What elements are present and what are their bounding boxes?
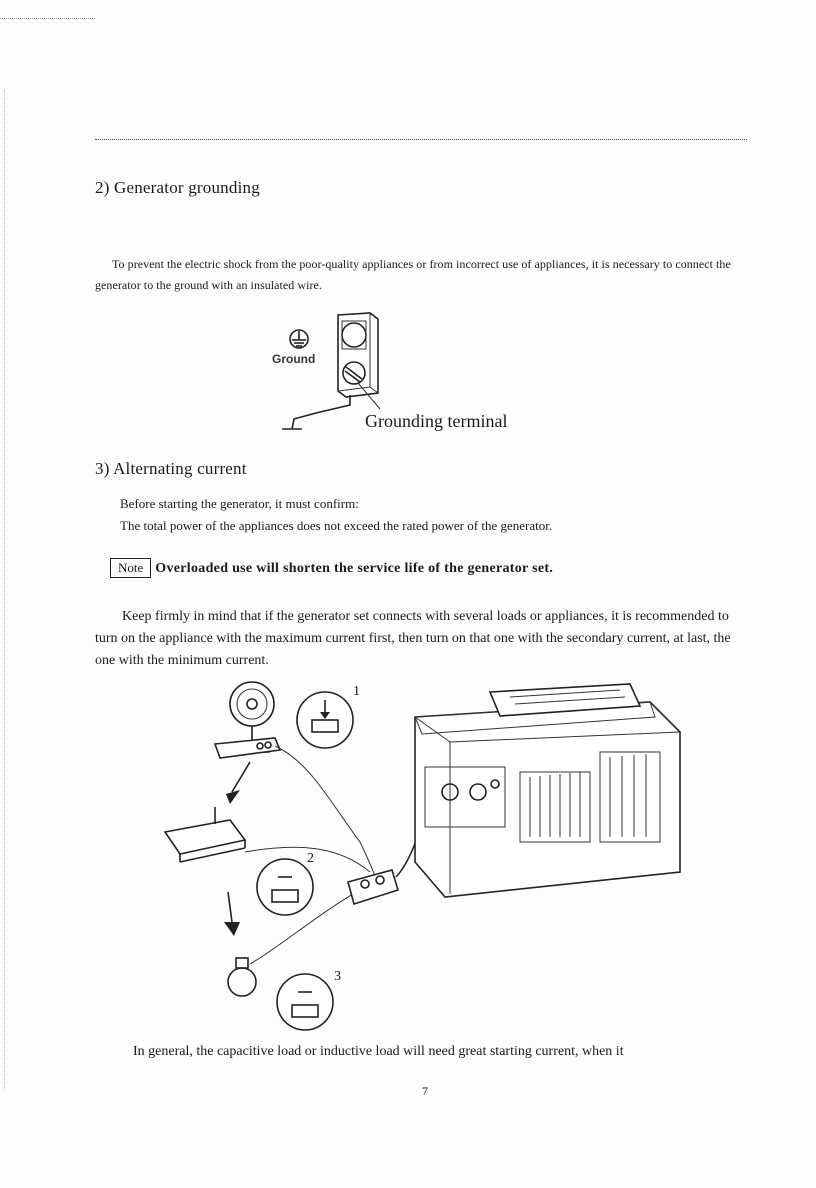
- corner-rule: [0, 18, 95, 19]
- note-badge: Note: [110, 558, 151, 578]
- trailing-line: In general, the capacitive load or inductive load will need great starting current, when it: [133, 1044, 624, 1059]
- callout-label-2: 2: [307, 851, 314, 866]
- light-bulb-icon: [228, 958, 256, 996]
- grounding-terminal-label: Grounding terminal: [365, 411, 508, 431]
- load-sequence-figure: [160, 672, 690, 1042]
- callout-label-1: 1: [353, 684, 360, 699]
- scan-edge: [4, 90, 5, 1090]
- terminal-box-icon: [338, 313, 378, 397]
- ground-symbol-icon: [290, 330, 308, 348]
- generator-icon: [415, 684, 680, 897]
- ground-wire: [292, 395, 350, 429]
- callout-1-icon: [297, 692, 353, 748]
- header-rule: [95, 139, 747, 140]
- callout-3-icon: [277, 974, 333, 1030]
- note-line: [110, 558, 553, 578]
- outlet-strip-1: [215, 738, 280, 758]
- ac-line-1: Before starting the generator, it must confirm:: [120, 496, 359, 511]
- outlet-hub-icon: [348, 870, 398, 904]
- ac-line-2: The total power of the appliances does not exceed the rated power of the generator.: [120, 518, 553, 533]
- section-heading-ac: 3) Alternating current: [95, 459, 247, 478]
- callout-2-icon: [257, 859, 313, 915]
- note-text: Overloaded use will shorten the service life of the generator set.: [155, 561, 554, 576]
- arrow-down-icon-2: [224, 892, 240, 936]
- section-heading-grounding: 2) Generator grounding: [95, 178, 260, 197]
- arrow-down-icon: [226, 762, 250, 804]
- heater-icon: [165, 807, 245, 862]
- callout-label-3: 3: [334, 969, 341, 984]
- ac-paragraph: Keep firmly in mind that if the generator set connects with several loads or appliances, it is recommended to turn on the appliance with the maximum current first, then turn on that one with the secondary current, at last, the one with the minimum current.: [95, 609, 731, 668]
- grounding-paragraph: To prevent the electric shock from the poor-quality appliances or from incorrect use of appliances, it is necessary to connect the generator to the ground with an insulated wire.: [95, 257, 731, 292]
- page-number: 7: [422, 1084, 428, 1098]
- ground-label: Ground: [272, 352, 316, 366]
